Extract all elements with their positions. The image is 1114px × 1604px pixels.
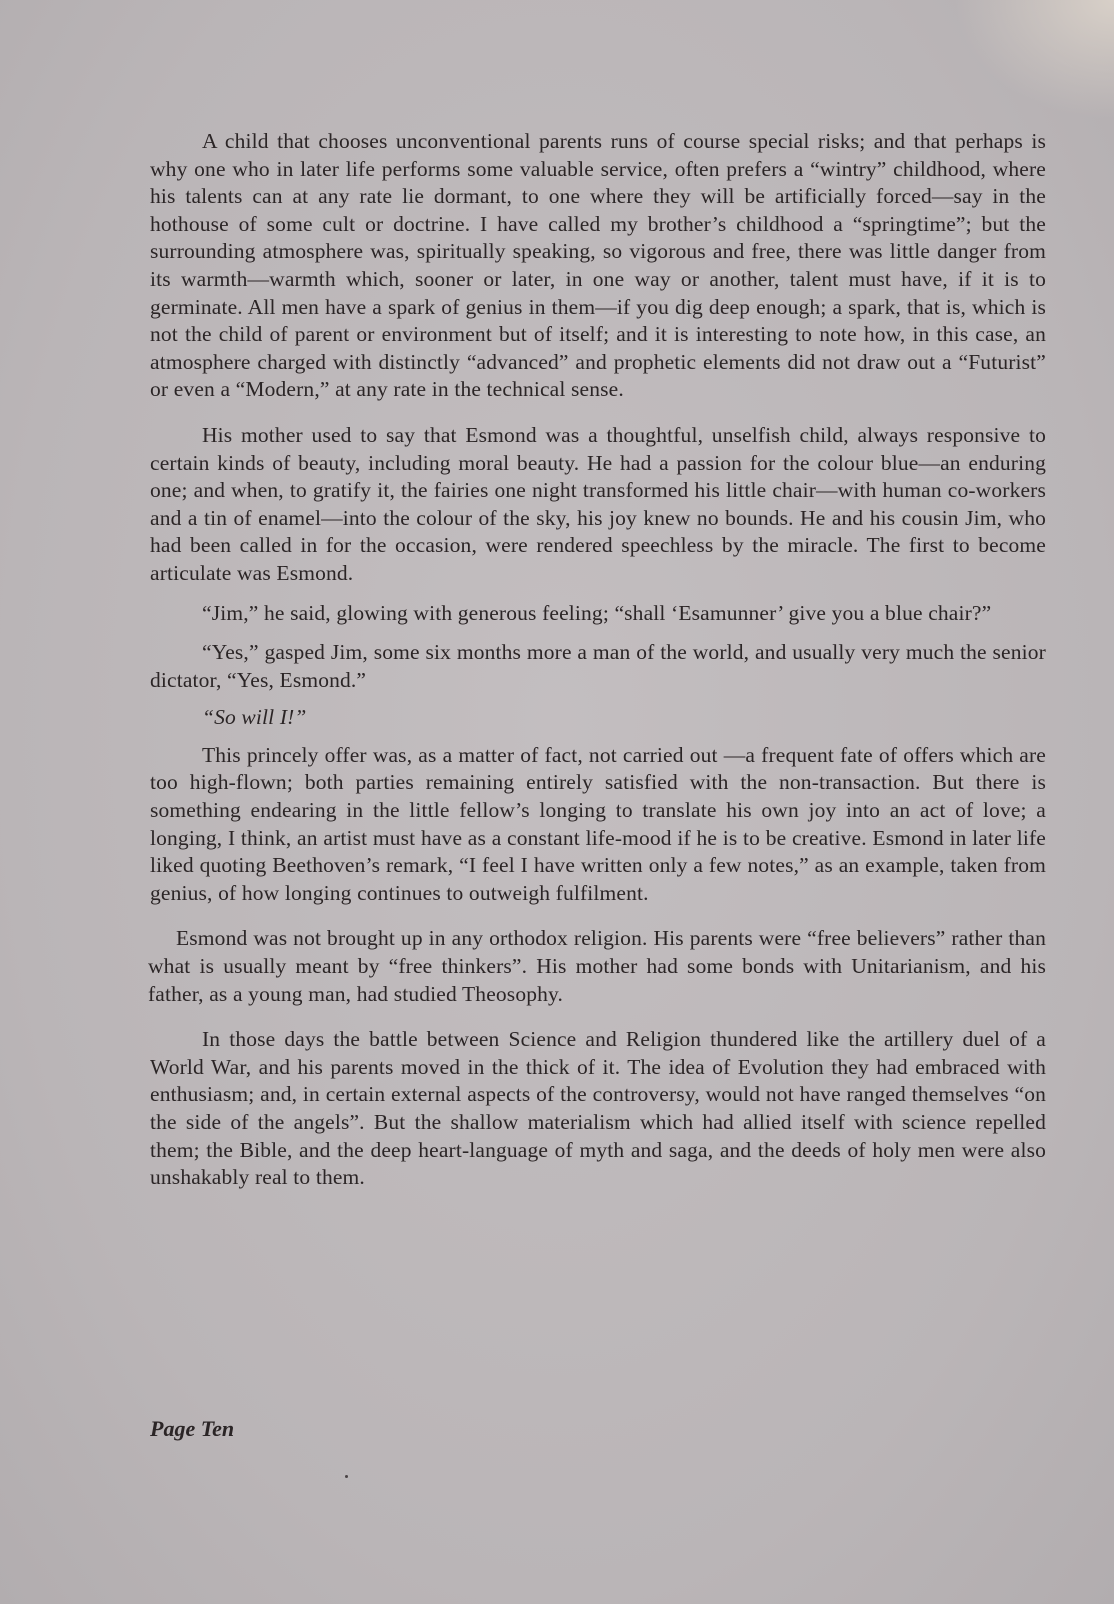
paragraph-so-will-i: “So will I!” — [202, 705, 307, 730]
ink-speck — [345, 1475, 348, 1478]
paragraph-princely-offer: This princely offer was, as a matter of fact, not carried out —a frequent fate of offers which are too high-flown; both parties remaining entirely satisfied with the non-transaction. But there is something endearing in the little fellow’s longing to translate his own joy into an act of love; a longing, I think, an artist must have as a constant life-mood if he is to be creative. Esmond in later life liked quoting Beethoven’s remark, “I feel I have written only a few notes,” as an example, taken from genius, of how longing continues to outweigh fulfilment. — [150, 742, 1046, 905]
paragraph-unconventional-parents: A child that chooses unconventional parents runs of course special risks; and that perhaps is why one who in later life performs some valuable service, often prefers a “wintry” childhood, where his talents can at any rate lie dormant, to one where they will be artificially forced—say in the hothouse of some cult or doctrine. I have called my brother’s childhood a “springtime”; but the surrounding atmosphere was, spiritually speaking, so vigorous and free, there was little danger from its warmth—warmth which, sooner or later, in one way or another, talent must have, if it is to germinate. All men have a spark of genius in them—if you dig deep enough; a spark, that is, which is not the child of parent or environment but of itself; and it is interesting to note how, in this case, an atmosphere charged with distinctly “advanced” and prophetic elements did not draw out a “Futurist” or even a “Modern,” at any rate in the technical sense. — [150, 129, 1046, 402]
paragraph-esmond-childhood: His mother used to say that Esmond was a thoughtful, unselfish child, always responsive to certain kinds of beauty, including moral beauty. He had a passion for the colour blue—an enduring one; and when, to gratify it, the fairies one night transformed his little chair—with human co-workers and a tin of enamel—into the colour of the sky, his joy knew no bounds. He and his cousin Jim, who had been called in for the occasion, were rendered speechless by the miracle. The first to become articulate was Esmond. — [150, 422, 1046, 585]
body-text — [150, 128, 1046, 1192]
paragraph-jim-reply: “Yes,” gasped Jim, some six months more a man of the world, and usually very much the senior dictator, “Yes, Esmond.” — [150, 640, 1046, 692]
page-number-label: Page Ten — [150, 1416, 235, 1441]
paper-stain — [954, 0, 1114, 120]
paragraph-science-religion: In those days the battle between Science and Religion thundered like the artillery duel of a World War, and his parents moved in the thick of it. The idea of Evolution they had embraced with enthusiasm; and, in certain external aspects of the controversy, would not have ranged themselves “on the side of the angels”. But the shallow materialism which had allied itself with science repelled them; the Bible, and the deep heart-language of myth and saga, and the deeds of holy men were also unshakably real to them. — [150, 1027, 1046, 1190]
paragraph-jim-dialogue: “Jim,” he said, glowing with generous feeling; “shall ‘Esamunner’ give you a blue chair?” — [202, 600, 992, 625]
paragraph-religion: Esmond was not brought up in any orthodox religion. His parents were “free believers” rather than what is usually meant by “free thinkers”. His mother had some bonds with Unitarianism, and his father, as a young man, had studied Theosophy. — [148, 926, 1046, 1006]
